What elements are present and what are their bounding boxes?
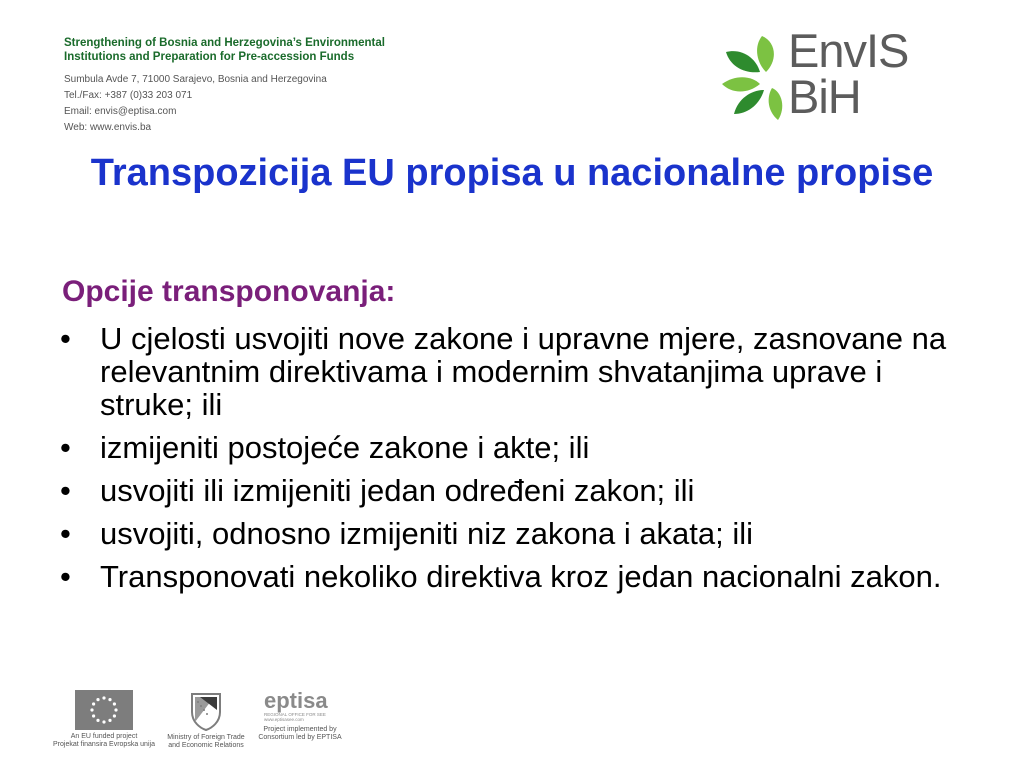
ministry-caption-line1: Ministry of Foreign Trade (167, 734, 245, 741)
project-name-line2: Institutions and Preparation for Pre-accession Funds (64, 51, 355, 63)
list-item (58, 322, 958, 421)
logo-wordmark (788, 24, 909, 123)
bullet-icon: • (60, 516, 71, 551)
eptisa-caption-line1: Project implemented by (263, 726, 337, 733)
contact-email: Email: envis@eptisa.com (64, 106, 177, 117)
bullet-text: U cjelosti usvojiti nove zakone i upravne mjere, zasnovane na relevantnim direktivama i modernim shvatanjima uprave i struke; ili (100, 321, 947, 422)
eu-flag-icon (75, 690, 133, 730)
slide-title: Transpozicija EU propisa u nacionalne propise (90, 152, 934, 194)
logo-text-line2: BiH (788, 70, 861, 123)
contact-web: Web: www.envis.ba (64, 122, 152, 133)
eptisa-tagline2: www.eptisasee.com (264, 717, 304, 722)
eptisa-caption-line2: Consortium led by EPTISA (258, 734, 342, 741)
bullet-list (58, 322, 958, 603)
eu-stars-icon (75, 690, 133, 730)
eptisa-tagline1: REGIONAL OFFICE FOR SEE (264, 712, 326, 717)
bullet-text: Transponovati nekoliko direktiva kroz jedan nacionalni zakon. (100, 559, 942, 594)
eu-caption-line2: Projekat finansira Evropska unija (53, 741, 155, 748)
bullet-text: usvojiti ili izmijeniti jedan određeni zakon; ili (100, 473, 695, 508)
ministry-caption-line2: and Economic Relations (168, 742, 244, 749)
eptisa-wordmark: eptisa (264, 688, 328, 713)
bullet-icon: • (60, 473, 71, 508)
slide-subtitle: Opcije transponovanja: (62, 275, 396, 308)
project-name (64, 36, 385, 64)
bih-coat-of-arms-icon (186, 690, 226, 732)
ministry-footer-logo (160, 690, 252, 750)
list-item (58, 560, 958, 593)
contact-info (64, 72, 327, 136)
logo-text-line1: EnvIS (788, 24, 909, 77)
contact-address: Sumbula Avde 7, 71000 Sarajevo, Bosnia and Herzegovina (64, 74, 327, 85)
list-item (58, 517, 958, 550)
list-item (58, 474, 958, 507)
list-item (58, 431, 958, 464)
project-name-line1: Strengthening of Bosnia and Herzegovina’s Environmental (64, 37, 385, 49)
bullet-icon: • (60, 321, 71, 356)
bullet-icon: • (60, 430, 71, 465)
contact-tel: Tel./Fax: +387 (0)33 203 071 (64, 90, 193, 101)
eu-caption-line1: An EU funded project (70, 733, 138, 740)
eptisa-footer-logo (254, 690, 346, 742)
bullet-text: izmijeniti postojeće zakone i akte; ili (100, 430, 590, 465)
bullet-icon: • (60, 559, 71, 594)
eu-footer-logo (52, 690, 156, 749)
bullet-text: usvojiti, odnosno izmijeniti niz zakona i akata; ili (100, 516, 754, 551)
